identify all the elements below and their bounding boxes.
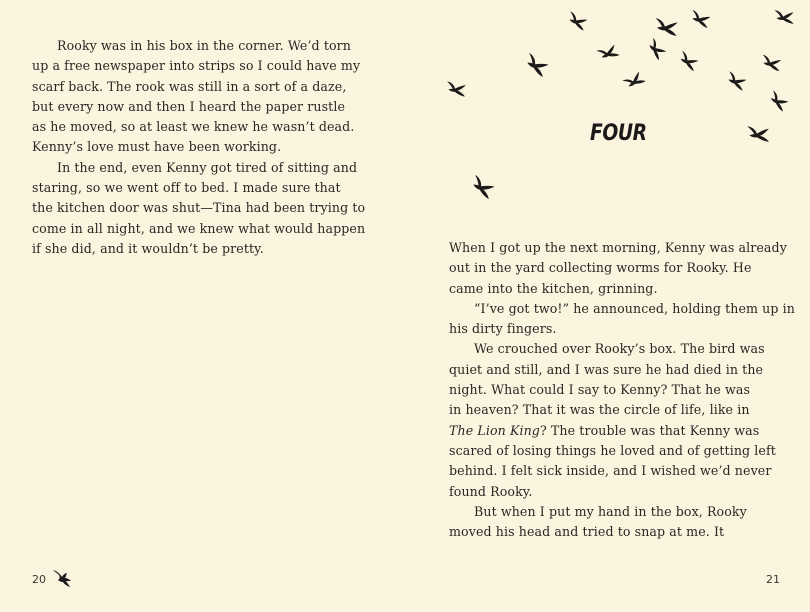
text-line: up a free newspaper into strips so I could have my (32, 58, 361, 74)
text-line: staring, so we went off to bed. I made sure that (32, 180, 341, 196)
text-line: behind. I felt sick inside, and I wished we’d never (449, 463, 772, 479)
text-line: if she did, and it wouldn’t be pretty. (32, 240, 264, 256)
page-number-right: 21 (766, 573, 780, 586)
text-line: When I got up the next morning, Kenny was already (449, 240, 787, 255)
text-line: “I’ve got two!” he announced, holding them up in (474, 300, 795, 316)
text-line-rest: ? The trouble was that Kenny was (539, 422, 760, 438)
flying-bird-icon (723, 69, 749, 93)
text-line: his dirty fingers. (449, 321, 557, 337)
flying-bird-icon (758, 52, 784, 74)
text-line: night. What could I say to Kenny? That he was (449, 382, 751, 398)
right-page (405, 0, 810, 612)
flying-bird-icon (520, 50, 551, 81)
flying-bird-icon (765, 88, 790, 113)
text-line: moved his head and tried to snap at me. It (449, 524, 725, 540)
page-number-left: 20 (32, 573, 46, 586)
book-title-italic: The Lion King (449, 422, 540, 438)
flying-bird-icon (621, 71, 646, 92)
text-line: scared of losing things he loved and of getting left (449, 442, 776, 458)
text-line: out in the yard collecting worms for Rooky. He (449, 260, 752, 276)
text-line: In the end, even Kenny got tired of sitting and (57, 159, 358, 175)
text-line: in heaven? That it was the circle of life, like in (449, 402, 750, 418)
flying-bird-icon (596, 44, 620, 62)
flying-bird-icon (564, 9, 590, 33)
text-line: scarf back. The rook was still in a sort of a daze, (32, 78, 347, 94)
flying-bird-icon (466, 172, 497, 203)
text-line: the kitchen door was shut—Tina had been trying to (32, 200, 366, 216)
right-page-text (449, 238, 795, 542)
flying-bird-icon (644, 36, 668, 62)
flying-bird-icon (443, 79, 468, 100)
flying-bird-icon (687, 7, 713, 30)
text-line: come in all night, and we knew what would happen (32, 220, 366, 236)
text-line: found Rooky. (449, 483, 533, 499)
flying-bird-icon (675, 49, 701, 74)
text-line: quiet and still, and I was sure he had died in the (449, 361, 764, 377)
text-line: came into the kitchen, grinning. (449, 280, 658, 296)
text-line: We crouched over Rooky’s box. The bird was (474, 341, 765, 357)
text-line (449, 421, 789, 441)
flying-bird-icon (772, 7, 797, 26)
left-page-text (32, 36, 368, 259)
flying-bird-icon (743, 123, 772, 145)
text-line: as he moved, so at least we knew he wasn’t dead. (32, 119, 355, 135)
text-line: Rooky was in his box in the corner. We’d torn (57, 38, 351, 53)
text-line: Kenny’s love must have been working. (32, 139, 282, 155)
text-line: but every now and then I heard the paper rustle (32, 98, 346, 114)
flying-bird-icon (52, 568, 74, 588)
chapter-title: FOUR (590, 121, 647, 146)
text-line: But when I put my hand in the box, Rooky (474, 503, 747, 519)
